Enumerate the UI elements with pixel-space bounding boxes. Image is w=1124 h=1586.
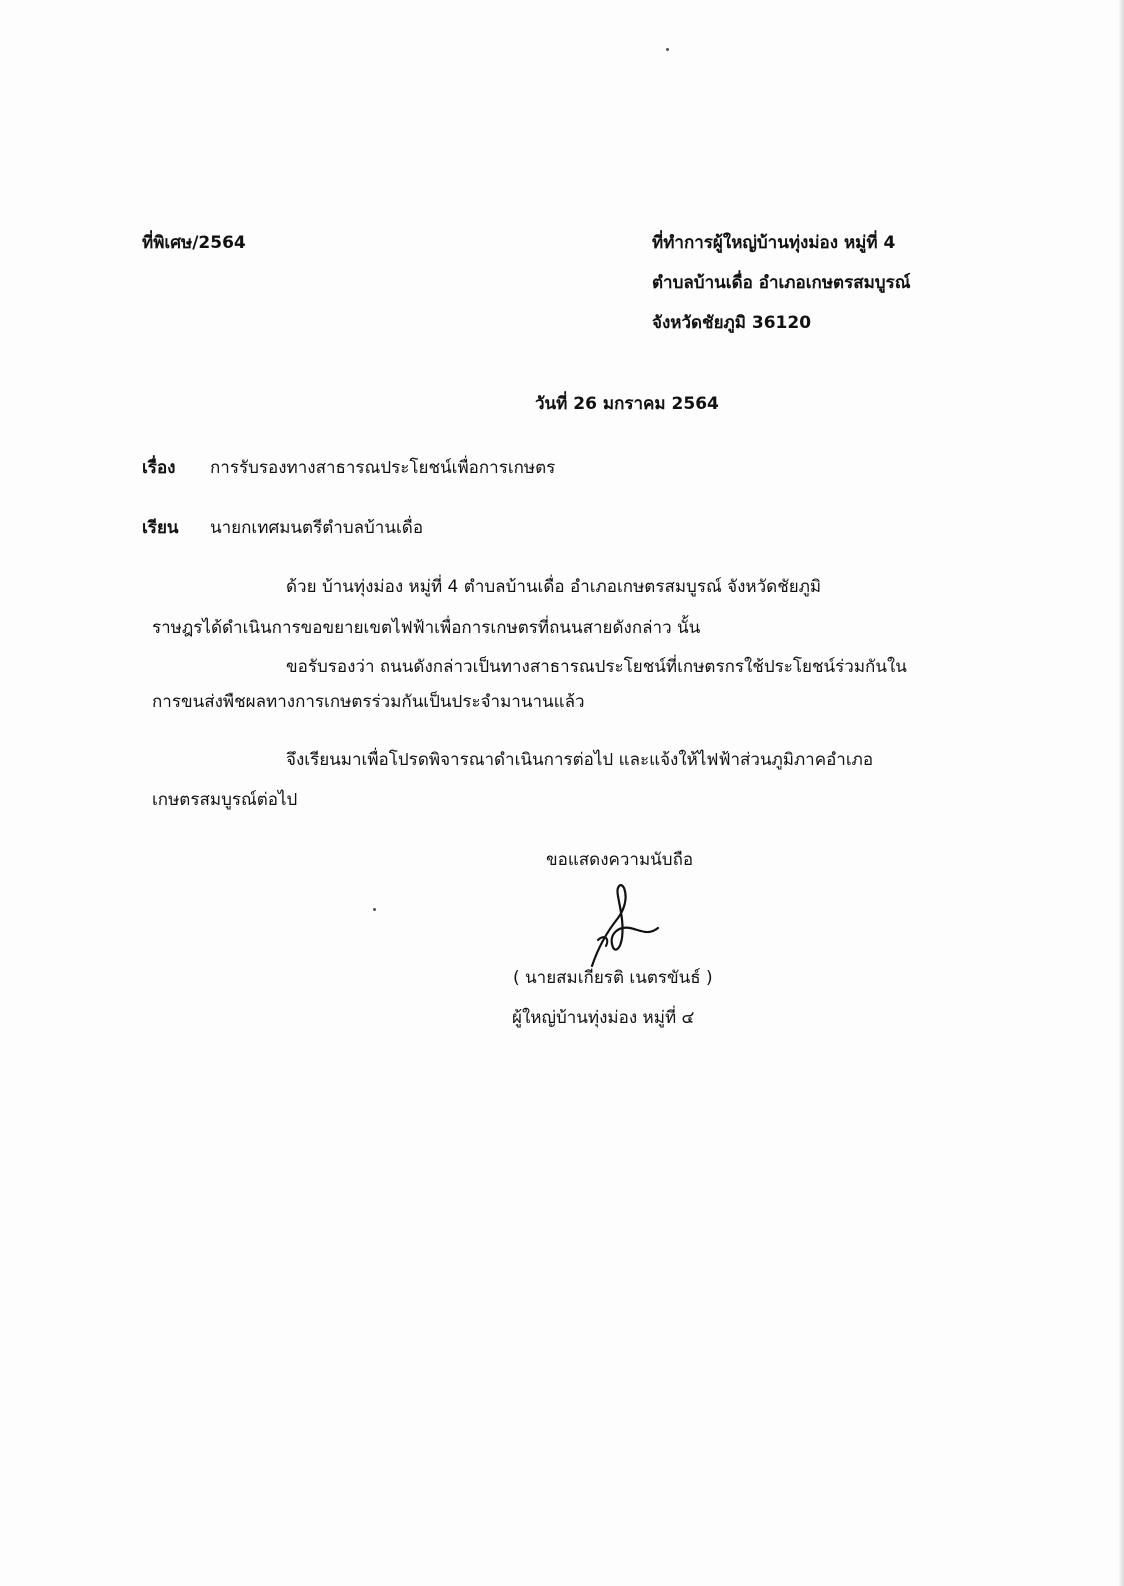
scan-speck bbox=[666, 48, 669, 51]
scan-edge-shadow bbox=[1118, 0, 1124, 1586]
body-paragraph-2-line-2: การขนส่งพืชผลทางการเกษตรร่วมกันเป็นประจำมานานแล้ว bbox=[152, 692, 585, 712]
body-paragraph-1-line-1: ด้วย บ้านทุ่งม่อง หมู่ที่ 4 ตำบลบ้านเดื่อ อำเภอเกษตรสมบูรณ์ จังหวัดชัยภูมิ bbox=[286, 577, 822, 597]
body-paragraph-1-line-2: ราษฎรได้ดำเนินการขอขยายเขตไฟฟ้าเพื่อการเกษตรที่ถนนสายดังกล่าว นั้น bbox=[152, 618, 701, 638]
signer-title: ผู้ใหญ่บ้านทุ่งม่อง หมู่ที่ ๔ bbox=[512, 1008, 695, 1028]
scan-speck bbox=[373, 908, 376, 911]
subject-text: การรับรองทางสาธารณประโยชน์เพื่อการเกษตร bbox=[210, 458, 556, 478]
closing-phrase: ขอแสดงความนับถือ bbox=[546, 850, 694, 870]
signer-name: ( นายสมเกียรติ เนตรขันธ์ ) bbox=[513, 968, 713, 988]
body-paragraph-3-line-1: จึงเรียนมาเพื่อโปรดพิจารณาดำเนินการต่อไป และแจ้งให้ไฟฟ้าส่วนภูมิภาคอำเภอ bbox=[286, 750, 874, 770]
handwritten-signature bbox=[578, 878, 668, 973]
document-number: ที่พิเศษ/2564 bbox=[142, 233, 246, 253]
sender-address-line-1: ที่ทำการผู้ใหญ่บ้านทุ่งม่อง หมู่ที่ 4 bbox=[652, 233, 896, 253]
body-paragraph-3-line-2: เกษตรสมบูรณ์ต่อไป bbox=[152, 790, 298, 810]
body-paragraph-2-line-1: ขอรับรองว่า ถนนดังกล่าวเป็นทางสาธารณประโยชน์ที่เกษตรกรใช้ประโยชน์ร่วมกันใน bbox=[286, 657, 907, 677]
sender-address-line-3: จังหวัดชัยภูมิ 36120 bbox=[652, 313, 812, 333]
sender-address-line-2: ตำบลบ้านเดื่อ อำเภอเกษตรสมบูรณ์ bbox=[652, 273, 911, 293]
letter-date: วันที่ 26 มกราคม 2564 bbox=[535, 394, 719, 414]
recipient-label: เรียน bbox=[142, 518, 179, 538]
recipient-text: นายกเทศมนตรีตำบลบ้านเดื่อ bbox=[210, 518, 424, 538]
subject-label: เรื่อง bbox=[142, 458, 176, 478]
